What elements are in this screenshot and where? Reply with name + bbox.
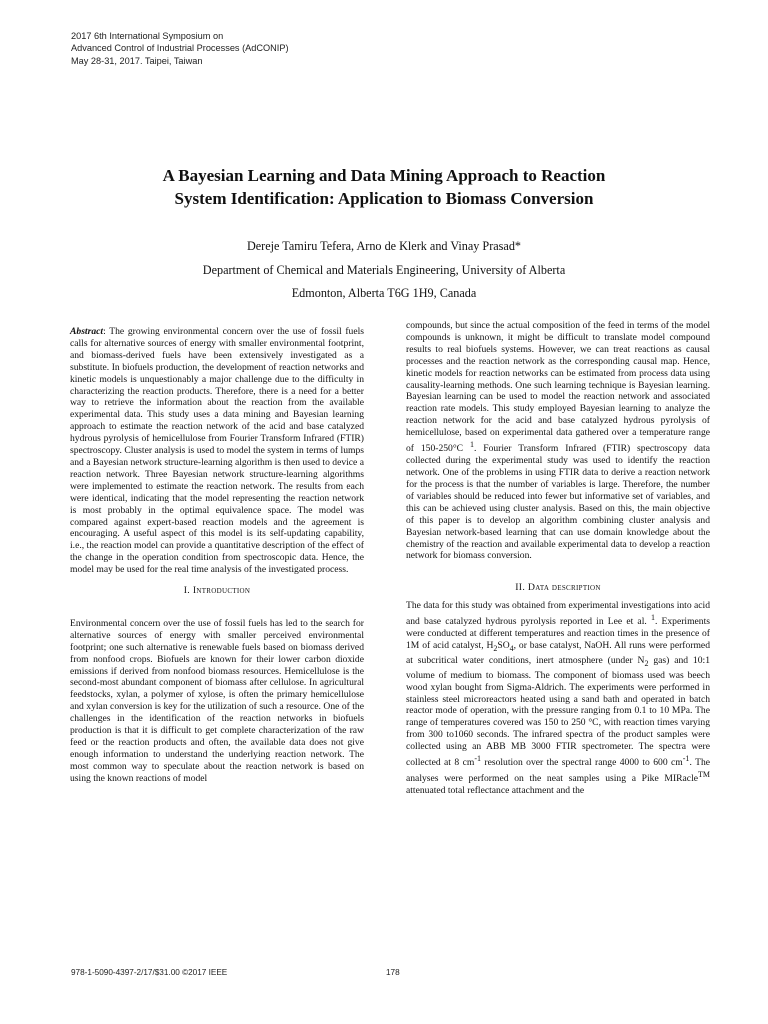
data-description-paragraph: The data for this study was obtained from experimental investigations into acid and base catalyzed hydrous pyrolysis reported in Lee et al. $^1$. Experiments were conducted at different temperatures and reaction times in the presence of 1M of acid catalyst, $H_2SO_4$, or base catalyst, NaOH. All runs were performed at subcritical water conditions, inert atmosphere (under $N_2$ gas) and 10:1 volume of medium to biomass. The component of biomass used was beech wood xylan bought from Sigma-Aldrich. The experiments were performed in stainless steel microreactors heated using a sand bath and operated in batch reactor mode of operation, with the pressure ranging from 0.1 to 10 MPa. The range of temperatures covered was 150 to 250 °C, with reaction times varying from 300 to1060 seconds. The infrared spectra of the product samples were collected using an ABB MB 3000 FTIR spectrometer. The spectra were collected at 8 $cm^{-1}$ resolution over the spectral range 4000 to 600 $cm^{-1}$. The analyses were performed on the neat samples using a Pike MIRacle™ attenuated total reflectance attachment and the (406, 600, 710, 797)
paper-title (0, 164, 768, 210)
section-heading-introduction (70, 585, 364, 597)
conference-header (71, 30, 289, 67)
author-block (0, 235, 768, 306)
introduction-continuation: compounds, but since the actual composition of the feed in terms of the model compounds is unknown, it might be difficult to translate model compound results to real biofuels systems. However, we can treat reactions as causal processes and the reaction network as the corresponding causal map. Hence, kinetic models for reaction networks can be estimated from process data using causality-learning methods. One such learning technique is Bayesian learning. Bayesian learning can be used to model the reaction network and associated reaction rate models. This study employed Bayesian learning to analyze the reaction network for the acid and base catalyzed hydrous pyrolysis of hemicellulose, based on experimental data gathered over a temperature range of 150-250°C $^1$. Fourier Transform Infrared (FTIR) spectroscopy data collected during the experimental study was used to identify the reaction network. One of the problems in using FTIR data to derive a reaction network for the process is that the number of variables is large. Therefore, the number of variables should be reduced into fewer but informative set of variables, and this can be achieved using cluster analysis. Based on this, the main objective of this paper is to develop an algorithm combining cluster analysis and Bayesian network-based learning that can use domain knowledge about the chemistry of the reaction and available experimental data to develop a reaction network for biomass conversion. (406, 320, 710, 562)
abstract-label: Abstract (70, 326, 104, 337)
conference-name-line: 2017 6th International Symposium on (71, 31, 224, 41)
section-number: I. (183, 585, 191, 597)
abstract-text: : The growing environmental concern over the use of fossil fuels calls for alternative sources of energy with smaller environmental footprint, and biomass-derived fuels have been extensively investigated as a substitute. In biofuels production, the development of reaction networks and kinetic models is unquestionably a major challenge due to the difficulty in characterizing the reaction products. Therefore, there is a need for a better way to retrieve the information about the reaction from the available experimental data. This study uses a data mining and Bayesian learning approach to estimate the reaction network of the acid and base catalyzed hydrous pyrolysis of hemicellulose from Fourier Transform Infrared (FTIR) spectroscopy. Cluster analysis is used to model the system in terms of lumps and a Bayesian network structure-learning algorithm is then used to device a reaction network. Three Bayesian network structure-learning algorithms were implemented to estimate the reaction network. The results from each were identical, indicating that the model representing the reaction network is most probably in the optimal equivalence space. The model was compared against expert-based reaction models and the agreement is encouraging. A useful aspect of this model is its self-updating capability, i.e., the reaction model can provide a quantitative description of the effect of the change in the operation condition from spectroscopic data. Hence, the model may be used for the real time analysis of the investigated process. (70, 326, 364, 576)
title-line-1: A Bayesian Learning and Data Mining Approach to Reaction (162, 166, 606, 185)
section-heading-data-description (406, 582, 710, 594)
author-affiliation: Department of Chemical and Materials Engineering, University of Alberta (202, 262, 566, 277)
citation-ref: 1 (469, 440, 474, 450)
left-column (70, 326, 364, 785)
author-names: Dereje Tamiru Tefera, Arno de Klerk and Vinay Prasad* (246, 239, 522, 253)
section-title: Data description (527, 582, 601, 594)
conference-title-line: Advanced Control of Industrial Processes (AdCONIP) (71, 43, 289, 54)
citation-ref: 1 (650, 613, 655, 623)
conference-date-line: May 28-31, 2017. Taipei, Taiwan (71, 55, 203, 66)
abstract (70, 326, 364, 576)
right-column (406, 320, 710, 797)
section-number: II. (515, 582, 526, 594)
author-address: Edmonton, Alberta T6G 1H9, Canada (291, 286, 477, 300)
section-title: Introduction (192, 585, 251, 597)
footer-isbn: 978-1-5090-4397-2/17/$31.00 ©2017 IEEE (71, 968, 228, 977)
page-number: 178 (386, 968, 400, 977)
title-line-2: System Identification: Application to Biomass Conversion (174, 189, 594, 208)
introduction-paragraph: Environmental concern over the use of fossil fuels has led to the search for alternative sources of energy with smaller perceived environmental footprint; one such alternative is renewable fuels based on biomass derived from nonfood crops. Biofuels are known for their lower carbon dioxide emissions if derived from nonfood biomass resources. Hemicellulose is the second-most abundant component of biomass after cellulose. In agricultural feedstocks, xylan, a polymer of xylose, is often the primary hemicellulose and xylan conversion is key for the utilization of such a resource. One of the challenges in the identification of the reaction networks in biofuels production is that it is difficult to get complete characterization of the raw feed or the reaction products and often, the available data does not give enough information to understand the underlying reaction network. The most common way to speculate about the reaction network is based on using the known reactions of model (70, 617, 364, 784)
